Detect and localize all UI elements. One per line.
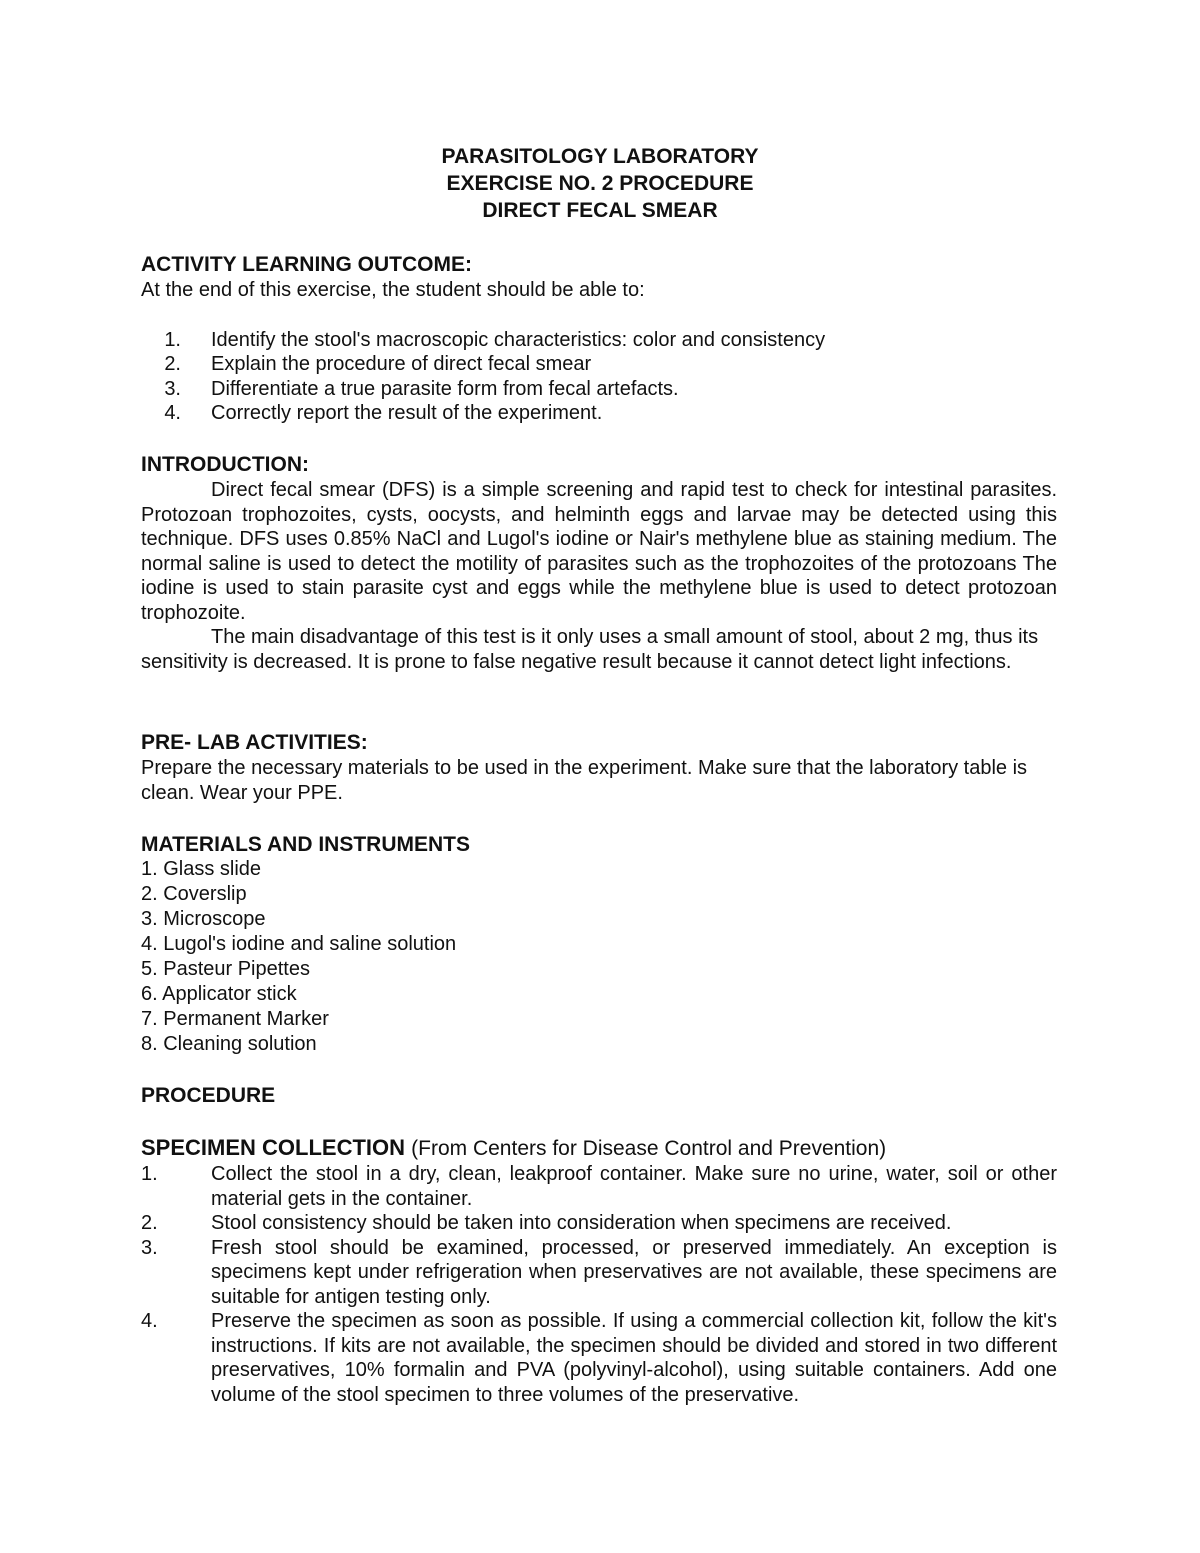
list-text: Collect the stool in a dry, clean, leakproof container. Make sure no urine, water, soil or other material gets in the container. <box>211 1163 1057 1210</box>
introduction-heading: INTRODUCTION: <box>141 453 309 476</box>
list-text: Correctly report the result of the experiment. <box>211 402 603 424</box>
materials-section <box>141 832 1057 1057</box>
list-item <box>141 1162 1057 1211</box>
list-text: Identify the stool's macroscopic characteristics: color and consistency <box>211 328 826 351</box>
list-item <box>141 1309 1057 1407</box>
list-item <box>141 401 1057 426</box>
learning-outcome-section <box>141 252 1057 426</box>
material-item: 6. Applicator stick <box>141 983 297 1005</box>
learning-outcome-list <box>141 328 1057 426</box>
specimen-collection-source: (From Centers for Disease Control and Prevention) <box>411 1137 887 1160</box>
list-number: 2. <box>141 1212 158 1234</box>
prelab-heading: PRE- LAB ACTIVITIES: <box>141 731 368 754</box>
list-number: 1. <box>164 328 181 351</box>
list-text: Preserve the specimen as soon as possible. If using a commercial collection kit, follow the kit's instructions. If kits are not available, the specimen should be divided and stored in two different preservatives, 10% formalin and PVA (polyvinyl-alcohol), using suitable containers. Add one volume of the stool specimen to three volumes of the preservative. <box>211 1310 1057 1406</box>
material-item: 3. Microscope <box>141 908 266 930</box>
introduction-paragraph-1: Direct fecal smear (DFS) is a simple screening and rapid test to check for intestinal parasites. Protozoan trophozoites, cysts, oocysts, and helminth eggs and larvae may be detected using this technique. DFS uses 0.85% NaCl and Lugol's iodine or Nair's methylene blue as staining medium. The normal saline is used to detect the motility of parasites such as the trophozoites of the protozoans The iodine is used to stain parasite cyst and eggs while the methylene blue is used to detect protozoan trophozoite. <box>141 479 1057 624</box>
header-line-1: PARASITOLOGY LABORATORY <box>441 145 759 168</box>
list-item <box>141 377 1057 402</box>
list-number: 2. <box>164 353 181 375</box>
list-number: 4. <box>141 1310 158 1332</box>
material-item: 5. Pasteur Pipettes <box>141 958 310 980</box>
list-item <box>141 1211 1057 1236</box>
document-header <box>0 143 1200 224</box>
list-number: 3. <box>141 1236 158 1259</box>
introduction-section <box>141 452 1057 674</box>
learning-outcome-intro: At the end of this exercise, the student should be able to: <box>141 279 645 301</box>
material-item: 2. Coverslip <box>141 883 247 905</box>
material-item: 8. Cleaning solution <box>141 1033 317 1055</box>
list-item <box>141 1236 1057 1310</box>
material-item: 7. Permanent Marker <box>141 1008 329 1030</box>
list-number: 4. <box>164 402 181 424</box>
list-number: 3. <box>164 377 181 400</box>
materials-heading: MATERIALS AND INSTRUMENTS <box>141 833 470 856</box>
material-item: 1. Glass slide <box>141 858 262 880</box>
specimen-collection-heading: SPECIMEN COLLECTION <box>141 1135 406 1160</box>
header-line-3: DIRECT FECAL SMEAR <box>482 199 718 222</box>
specimen-collection-title <box>141 1135 1057 1162</box>
introduction-paragraph-2: The main disadvantage of this test is it only uses a small amount of stool, about 2 mg, thus its sensitivity is decreased. It is prone to false negative result because it cannot detect light infections. <box>141 626 1039 673</box>
list-text: Stool consistency should be taken into consideration when specimens are received. <box>211 1212 952 1234</box>
list-item <box>141 352 1057 377</box>
specimen-collection-steps <box>141 1162 1057 1407</box>
list-text: Fresh stool should be examined, processed, or preserved immediately. An exception is specimens kept under refrigeration when preservatives are not available, these specimens are suitable for antigen testing only. <box>211 1236 1057 1308</box>
list-number: 1. <box>141 1163 158 1185</box>
list-item <box>141 328 1057 353</box>
prelab-text: Prepare the necessary materials to be used in the experiment. Make sure that the laboratory table is clean. Wear your PPE. <box>141 757 1028 804</box>
procedure-heading: PROCEDURE <box>141 1084 276 1107</box>
list-text: Explain the procedure of direct fecal smear <box>211 353 592 375</box>
procedure-heading-block <box>141 1083 1057 1109</box>
material-item: 4. Lugol's iodine and saline solution <box>141 933 457 955</box>
prelab-section <box>141 730 1057 805</box>
header-line-2: EXERCISE NO. 2 PROCEDURE <box>446 172 754 195</box>
list-text: Differentiate a true parasite form from fecal artefacts. <box>211 377 679 400</box>
learning-outcome-heading: ACTIVITY LEARNING OUTCOME: <box>141 253 472 276</box>
specimen-collection-section <box>141 1135 1057 1407</box>
